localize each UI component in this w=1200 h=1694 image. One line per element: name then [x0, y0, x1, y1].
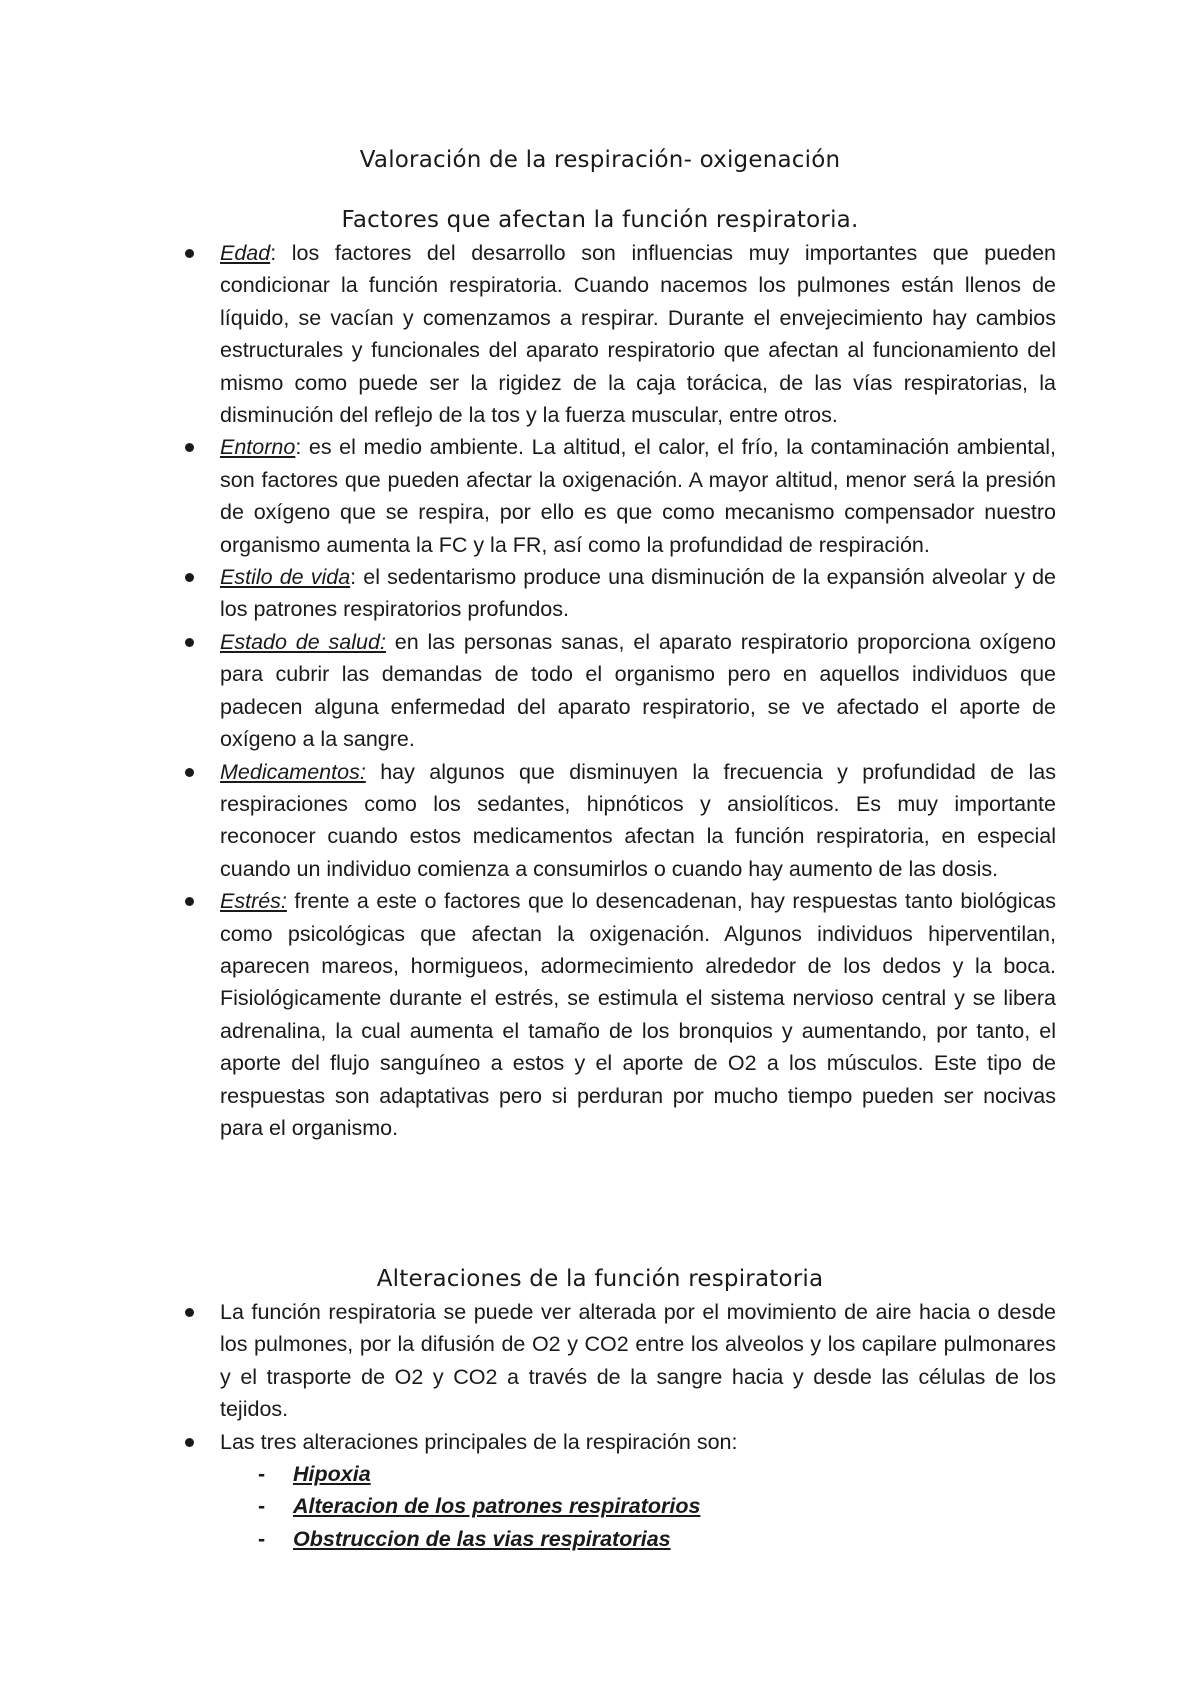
term-label: Estado de salud: [220, 629, 386, 654]
dash-icon: - [258, 1462, 266, 1487]
list-item-entorno [220, 431, 1056, 561]
list-item-estres [220, 885, 1056, 1144]
alterations-list [220, 1296, 1056, 1555]
bullet-icon [185, 443, 194, 452]
bullet-icon [185, 638, 194, 647]
item-text: Las tres alteraciones principales de la respiración son: [220, 1429, 738, 1454]
list-item-medicamentos [220, 756, 1056, 886]
sublist-item-hipoxia [220, 1458, 1056, 1490]
item-text: : es el medio ambiente. La altitud, el calor, el frío, la contaminación ambiental, son factores que pueden afectar la oxigenación. A mayor altitud, menor será la presión de oxígeno que se respira, por ello es que como mecanismo compensador nuestro organismo aumenta la FC y la FR, así como la profundidad de respiración. [220, 435, 1056, 557]
item-text: frente a este o factores que lo desencadenan, hay respuestas tanto biológicas como psicológicas que afectan la oxigenación. Algunos individuos hiperventilan, aparecen mareos, hormigueos, adormecimiento alrededor de los dedos y la boca. Fisiológicamente durante el estrés, se estimula el sistema nervioso central y se libera adrenalina, la cual aumenta el tamaño de los bronquios y aumentando, por tanto, el aporte del flujo sanguíneo a estos y el aporte de O2 a los músculos. Este tipo de respuestas son adaptativas pero si perduran por mucho tiempo pueden ser nocivas para el organismo. [220, 889, 1056, 1140]
bullet-icon [185, 768, 194, 777]
alteration-sublist [220, 1458, 1056, 1555]
sublist-item-patrones [220, 1490, 1056, 1522]
term-label: Medicamentos: [220, 759, 366, 784]
dash-icon: - [258, 1494, 266, 1519]
bullet-icon [185, 1438, 194, 1447]
factors-list [220, 237, 1056, 1144]
dash-icon: - [258, 1526, 266, 1551]
item-text: hay algunos que disminuyen la frecuencia y profundidad de las respiraciones como los sedantes, hipnóticos y ansiolíticos. Es muy importante reconocer cuando estos medicamentos afectan la función respiratoria, en especial cuando un individuo comienza a consumirlos o cuando hay aumento de las dosis. [220, 759, 1056, 881]
sublist-item-label: Hipoxia [293, 1462, 371, 1487]
term-label: Entorno [220, 435, 296, 460]
page-title: Valoración de la respiración- oxigenación [359, 147, 841, 173]
term-label: Edad [220, 241, 271, 265]
item-text: : el sedentarismo produce una disminución de la expansión alveolar y de los patrones respiratorios profundos. [220, 565, 1056, 622]
item-text: en las personas sanas, el aparato respiratorio proporciona oxígeno para cubrir las demandas de todo el organismo pero en aquellos individuos que padecen alguna enfermedad del aparato respiratorio, se ve afectado el aporte de oxígeno a la sangre. [220, 629, 1056, 752]
sublist-item-label: Obstruccion de las vias respiratorias [293, 1526, 671, 1551]
sublist-item-label: Alteracion de los patrones respiratorios [293, 1494, 701, 1519]
item-text: La función respiratoria se puede ver alterada por el movimiento de aire hacia o desde los pulmones, por la difusión de O2 y CO2 entre los alveolos y los capilare pulmonares y el trasporte de O2 y CO2 a través de la sangre hacia y desde las células de los tejidos. [220, 1300, 1056, 1422]
list-item-edad [220, 237, 1056, 431]
list-item-alteration-intro [220, 1296, 1056, 1426]
list-item-estilo-de-vida [220, 561, 1056, 626]
bullet-icon [185, 1308, 194, 1317]
section-heading-alterations: Alteraciones de la función respiratoria [376, 1266, 824, 1292]
term-label: Estilo de vida [220, 565, 351, 590]
item-text: : los factores del desarrollo son influencias muy importantes que pueden condicionar la función respiratoria. Cuando nacemos los pulmones están llenos de líquido, se vacían y comenzamos a respirar. Durante el envejecimiento hay cambios estructurales y funcionales del aparato respiratorio que afectan al funcionamiento del mismo como puede ser la rigidez de la caja torácica, de las vías respiratorias, la disminución del reflejo de la tos y la fuerza muscular, entre otros. [220, 241, 1056, 428]
list-item-estado-de-salud [220, 626, 1056, 756]
section-heading-factors: Factores que afectan la función respiratoria. [341, 207, 859, 233]
term-label: Estrés: [220, 889, 287, 914]
bullet-icon [185, 249, 194, 258]
bullet-icon [185, 573, 194, 582]
bullet-icon [185, 897, 194, 906]
list-item-main-alterations [220, 1426, 1056, 1556]
sublist-item-obstruccion [220, 1523, 1056, 1555]
